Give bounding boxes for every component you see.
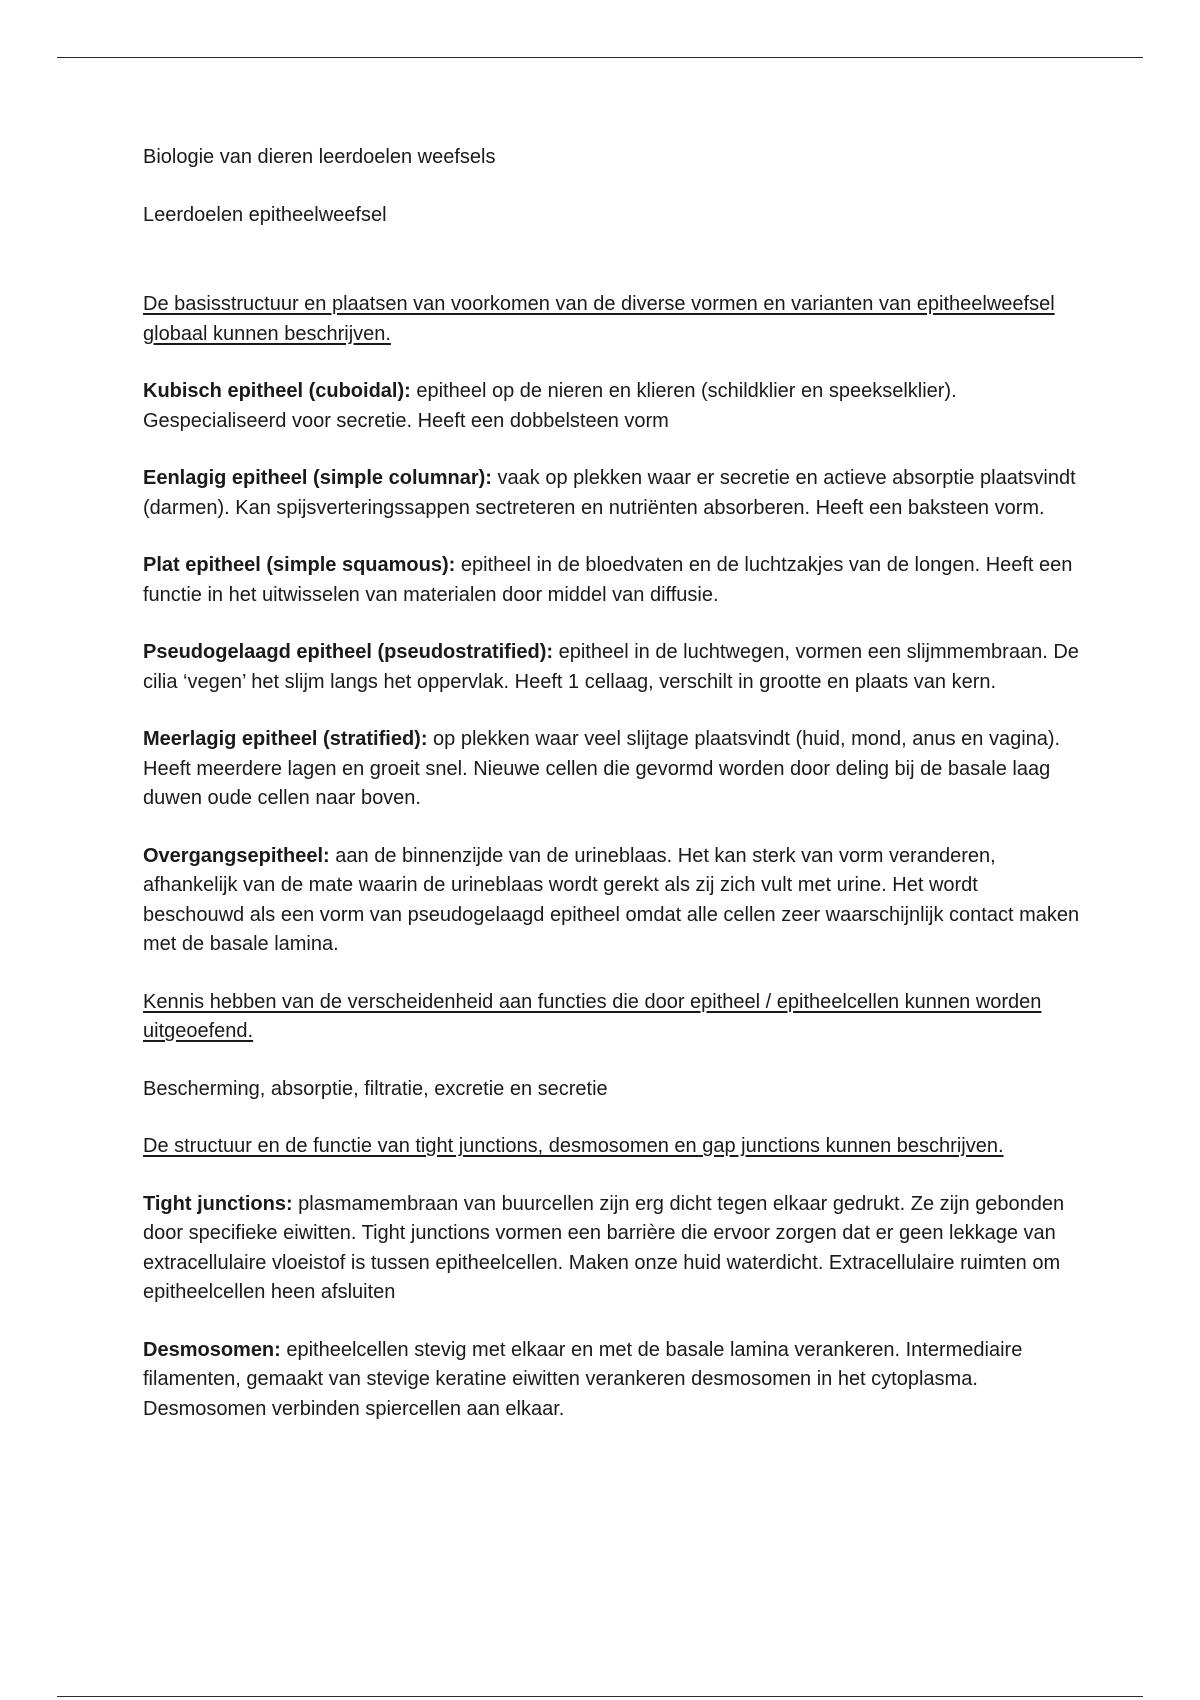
entry-transitional [143, 842, 1083, 960]
footer-rule [57, 1696, 1143, 1697]
entry-stratified [143, 725, 1083, 814]
entry-term: Kubisch epitheel (cuboidal): [143, 380, 411, 402]
entry-term: Eenlagig epitheel (simple columnar): [143, 467, 492, 489]
entry-term: Plat epitheel (simple squamous): [143, 554, 456, 576]
document-title: Biologie van dieren leerdoelen weefsels [143, 146, 496, 168]
entry-simple-squamous [143, 551, 1083, 610]
learning-goal-functions: Kennis hebben van de verscheidenheid aan functies die door epitheel / epitheelcellen kunnen worden uitgeoefend. [143, 990, 1042, 1042]
header-rule [57, 57, 1143, 58]
entry-text: epitheel op de nieren en klieren (schildklier en speekselklier). Gespecialiseerd voor secretie. Heeft een dobbelsteen vorm [143, 380, 957, 432]
learning-goal-structure: De basisstructuur en plaatsen van voorkomen van de diverse vormen en varianten van epitheelweefsel globaal kunnen beschrijven. [143, 293, 1055, 345]
entry-term: Meerlagig epitheel (stratified): [143, 728, 428, 750]
entry-text: epitheel in de bloedvaten en de luchtzakjes van de longen. Heeft een functie in het uitwisselen van materialen door middel van diffusie. [143, 554, 1073, 606]
entry-text: epitheelcellen stevig met elkaar en met de basale lamina verankeren. Intermediaire filamenten, gemaakt van stevige keratine eiwitten verankeren desmosomen in het cytoplasma. Desmosomen verbinden spiercellen aan elkaar. [143, 1338, 1023, 1420]
entry-tight-junctions [143, 1190, 1083, 1308]
entry-desmosomes [143, 1336, 1083, 1425]
entry-term: Tight junctions: [143, 1192, 293, 1215]
entry-pseudostratified [143, 638, 1083, 697]
functions-list: Bescherming, absorptie, filtratie, excretie en secretie [143, 1077, 608, 1100]
entry-text: aan de binnenzijde van de urineblaas. Het kan sterk van vorm veranderen, afhankelijk van de mate waarin de urineblaas wordt gerekt als zij zich vult met urine. Het wordt beschouwd als een vorm van pseudogelaagd epitheel omdat alle cellen zeer waarschijnlijk contact maken met de basale lamina. [143, 844, 1080, 955]
entry-term: Pseudogelaagd epitheel (pseudostratified): [143, 641, 554, 663]
entry-text: epitheel in de luchtwegen, vormen een slijmmembraan. De cilia ‘vegen’ het slijm langs het oppervlak. Heeft 1 cellaag, verschilt in grootte en plaats van kern. [143, 641, 1079, 693]
document-body [143, 143, 1083, 1452]
entry-term: Overgangsepitheel: [143, 844, 330, 867]
entry-cuboidal [143, 377, 1083, 436]
learning-goal-junctions: De structuur en de functie van tight junctions, desmosomen en gap junctions kunnen beschrijven. [143, 1135, 1004, 1157]
document-subtitle: Leerdoelen epitheelweefsel [143, 203, 387, 226]
entry-text: plasmamembraan van buurcellen zijn erg dicht tegen elkaar gedrukt. Ze zijn gebonden door specifieke eiwitten. Tight junctions vormen een barrière die ervoor zorgen dat er geen lekkage van extracellulaire vloeistof is tussen epitheelcellen. Maken onze huid waterdicht. Extracellulaire ruimten om epitheelcellen heen afsluiten [143, 1192, 1065, 1303]
entry-text: op plekken waar veel slijtage plaatsvindt (huid, mond, anus en vagina). Heeft meerdere lagen en groeit snel. Nieuwe cellen die gevormd worden door deling bij de basale laag duwen oude cellen naar boven. [143, 728, 1061, 809]
entry-term: Desmosomen: [143, 1338, 281, 1361]
entry-simple-columnar [143, 464, 1083, 523]
entry-text: vaak op plekken waar er secretie en actieve absorptie plaatsvindt (darmen). Kan spijsverteringssappen sectreteren en nutriënten absorberen. Heeft een baksteen vorm. [143, 467, 1076, 519]
